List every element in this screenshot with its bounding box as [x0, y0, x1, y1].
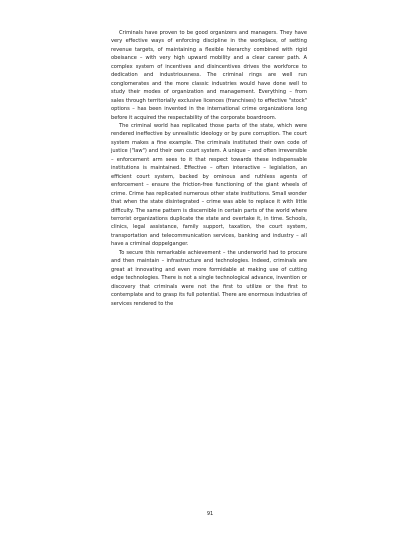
body-text	[111, 29, 307, 308]
paragraph-3: To secure this remarkable achievement – the underworld had to procure and then maintain – infrastructure and technologies. Indeed, criminals are great at innovating and even more formidable at making use of cutting edge technologies. There is not a single technological advance, invention or discovery that criminals were not the first to utilize or the first to contemplate and to grasp its full potential. There are enormous industries of services rendered to the	[111, 249, 307, 307]
paragraph-1: Criminals have proven to be good organizers and managers. They have very effective ways of enforcing discipline in the workplace, of setting revenue targets, of maintaining a flexible hierarchy combined with rigid obeisance – with very high upward mobility and a clear career path. A complex system of incentives and disincentives drives the workforce to dedication and industriousness. The criminal rings are well run conglomerates and the more classic industries would have done well to study their modes of organization and management. Everything – from sales through territorially exclusive licences (franchises) to effective "stock" options – has been invented in the international crime organizations long before it acquired the respectability of the corporate boardroom.	[111, 30, 307, 121]
page-number: 91	[206, 511, 214, 517]
paragraph-2: The criminal world has replicated those parts of the state, which were rendered ineffective by unrealistic ideology or by pure corruption. The court system makes a fine example. The criminals instituted their own code of justice ("law") and their own court system. A unique – and often irreversible – enforcement arm sees to it that respect towards these indispensable institutions is maintained. Effective – often interactive – legislation, an efficient court system, backed by ominous and ruthless agents of enforcement – ensure the friction-free functioning of the giant wheels of crime. Crime has replicated numerous other state institutions. Small wonder that when the state disintegrated – crime was able to replace it with little difficulty. The same pattern is discernible in certain parts of the world where terrorist organizations duplicate the state and overtake it, in time. Schools, clinics, legal assistance, family support, taxation, the court system, transportation and telecommunication services, banking and industry – all have a criminal doppelganger.	[111, 122, 307, 248]
